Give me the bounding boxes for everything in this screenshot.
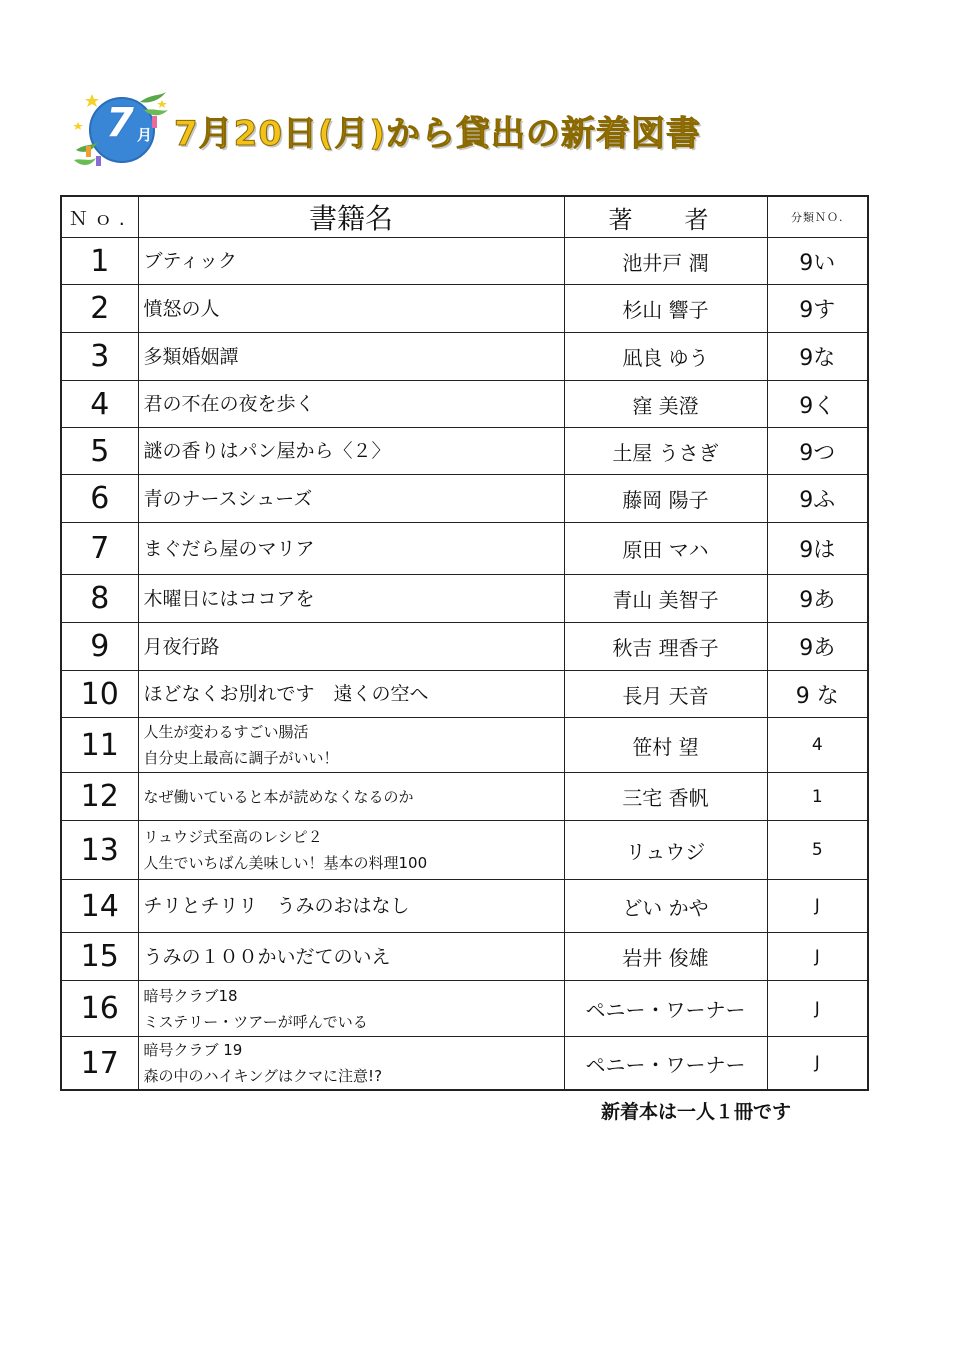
column-header-author: 著 者 (564, 196, 767, 238)
table-row (61, 773, 868, 821)
badge-number: 7 (106, 100, 134, 146)
book-author: 池井戸 潤 (564, 238, 767, 285)
book-author: 岩井 俊雄 (564, 933, 767, 981)
star-icon (73, 122, 83, 130)
row-number: 1 (61, 238, 138, 285)
book-author: 青山 美智子 (564, 575, 767, 623)
book-title-line: なぜ働いていると本が読めなくなるのか (143, 787, 414, 806)
row-number: 10 (61, 671, 138, 718)
book-classification: 9い (767, 238, 868, 285)
book-title (138, 623, 564, 671)
book-author: 三宅 香帆 (564, 773, 767, 821)
book-title (138, 475, 564, 523)
row-number: 14 (61, 880, 138, 933)
book-classification: 9は (767, 523, 868, 575)
book-title (138, 285, 564, 333)
book-title (138, 718, 564, 773)
table-row (61, 671, 868, 718)
book-author: 藤岡 陽子 (564, 475, 767, 523)
book-title-line: 暗号クラブ18 (143, 986, 238, 1005)
table-row (61, 718, 868, 773)
row-number: 9 (61, 623, 138, 671)
book-title-line: 謎の香りはパン屋から〈２〉 (143, 440, 391, 462)
book-author: 凪良 ゆう (564, 333, 767, 381)
row-number: 12 (61, 773, 138, 821)
book-title-line: ほどなくお別れです 遠くの空へ (143, 683, 429, 705)
table-row (61, 381, 868, 428)
table-row (61, 623, 868, 671)
book-title (138, 238, 564, 285)
book-title-line: 自分史上最高に調子がいい！ (143, 749, 339, 767)
book-title-line: ブティック (143, 250, 237, 272)
book-author: ペニー・ワーナー (564, 981, 767, 1037)
row-number: 6 (61, 475, 138, 523)
book-classification: 9な (767, 333, 868, 381)
table-header-row (61, 196, 868, 238)
book-classification: 9あ (767, 623, 868, 671)
book-classification: J (767, 880, 868, 933)
book-author: 長月 天音 (564, 671, 767, 718)
book-title-line: 月夜行路 (143, 635, 220, 658)
book-author: 原田 マハ (564, 523, 767, 575)
book-title-line: うみの１００かいだてのいえ (143, 945, 391, 968)
table-row (61, 428, 868, 475)
book-author: 笹村 望 (564, 718, 767, 773)
book-title (138, 523, 564, 575)
page-header (70, 88, 770, 178)
book-title (138, 981, 564, 1037)
book-author: リュウジ (564, 821, 767, 880)
table-row (61, 933, 868, 981)
book-classification: 5 (767, 821, 868, 880)
table-row (61, 475, 868, 523)
table-row (61, 1037, 868, 1091)
table-row (61, 285, 868, 333)
book-title (138, 880, 564, 933)
book-author: 秋吉 理香子 (564, 623, 767, 671)
book-title-line: 青のナースシューズ (143, 487, 313, 510)
column-header-no: Ｎｏ. (61, 196, 138, 238)
book-title-line: リュウジ式至高のレシピ２ (143, 828, 323, 846)
table-row (61, 981, 868, 1037)
book-author: 杉山 響子 (564, 285, 767, 333)
table-row (61, 238, 868, 285)
book-title (138, 671, 564, 718)
table-row (61, 821, 868, 880)
book-title (138, 428, 564, 475)
tanabata-badge-icon (70, 88, 170, 172)
row-number: 16 (61, 981, 138, 1037)
row-number: 15 (61, 933, 138, 981)
row-number: 4 (61, 381, 138, 428)
book-classification: 1 (767, 773, 868, 821)
book-classification: 9く (767, 381, 868, 428)
table-row (61, 333, 868, 381)
book-title-line: 君の不在の夜を歩く (143, 393, 315, 415)
row-number: 5 (61, 428, 138, 475)
book-classification: J (767, 1037, 868, 1091)
book-classification: J (767, 981, 868, 1037)
book-classification: 9つ (767, 428, 868, 475)
book-classification: 4 (767, 718, 868, 773)
book-title-line: 憤怒の人 (143, 297, 220, 320)
page-title: 7月20日(月)から貸出の新着図書 (174, 114, 702, 154)
book-title-line: 多類婚姻譚 (143, 345, 239, 368)
row-number: 3 (61, 333, 138, 381)
book-title-line: 人生でいちばん美味しい！基本の料理100 (143, 854, 428, 872)
book-classification: J (767, 933, 868, 981)
book-title (138, 933, 564, 981)
book-author: 土屋 うさぎ (564, 428, 767, 475)
book-title (138, 773, 564, 821)
lending-limit-note: 新着本は一人１冊です (601, 1101, 792, 1123)
book-title-line: 木曜日にはココアを (143, 587, 315, 610)
row-number: 13 (61, 821, 138, 880)
row-number: 8 (61, 575, 138, 623)
column-header-title: 書籍名 (138, 196, 564, 238)
book-title (138, 381, 564, 428)
book-title-line: チリとチリリ うみのおはなし (143, 895, 410, 917)
row-number: 7 (61, 523, 138, 575)
column-header-classification: 分類ＮＯ. (767, 196, 868, 238)
book-classification: 9 な (767, 671, 868, 718)
book-author: 窪 美澄 (564, 381, 767, 428)
bamboo-leaf-icon (74, 158, 96, 165)
table-row (61, 575, 868, 623)
book-title-line: 人生が変わるすごい腸活 (143, 723, 309, 741)
new-books-table (60, 195, 869, 1091)
book-author: どい かや (564, 880, 767, 933)
book-title (138, 821, 564, 880)
star-icon (85, 94, 99, 107)
row-number: 2 (61, 285, 138, 333)
badge-month-label: 月 (137, 126, 153, 144)
book-title-line: 森の中のハイキングはクマに注意!? (143, 1067, 383, 1085)
book-title-line: まぐだら屋のマリア (143, 537, 315, 560)
book-title-line: ミステリー・ツアーが呼んでいる (143, 1012, 368, 1031)
book-classification: 9あ (767, 575, 868, 623)
book-title (138, 333, 564, 381)
star-icon (157, 100, 167, 108)
book-title (138, 575, 564, 623)
table-row (61, 523, 868, 575)
table-row (61, 880, 868, 933)
row-number: 11 (61, 718, 138, 773)
book-title (138, 1037, 564, 1091)
book-author: ペニー・ワーナー (564, 1037, 767, 1091)
book-title-line: 暗号クラブ 19 (143, 1041, 243, 1059)
book-classification: 9ふ (767, 475, 868, 523)
row-number: 17 (61, 1037, 138, 1091)
book-classification: 9す (767, 285, 868, 333)
